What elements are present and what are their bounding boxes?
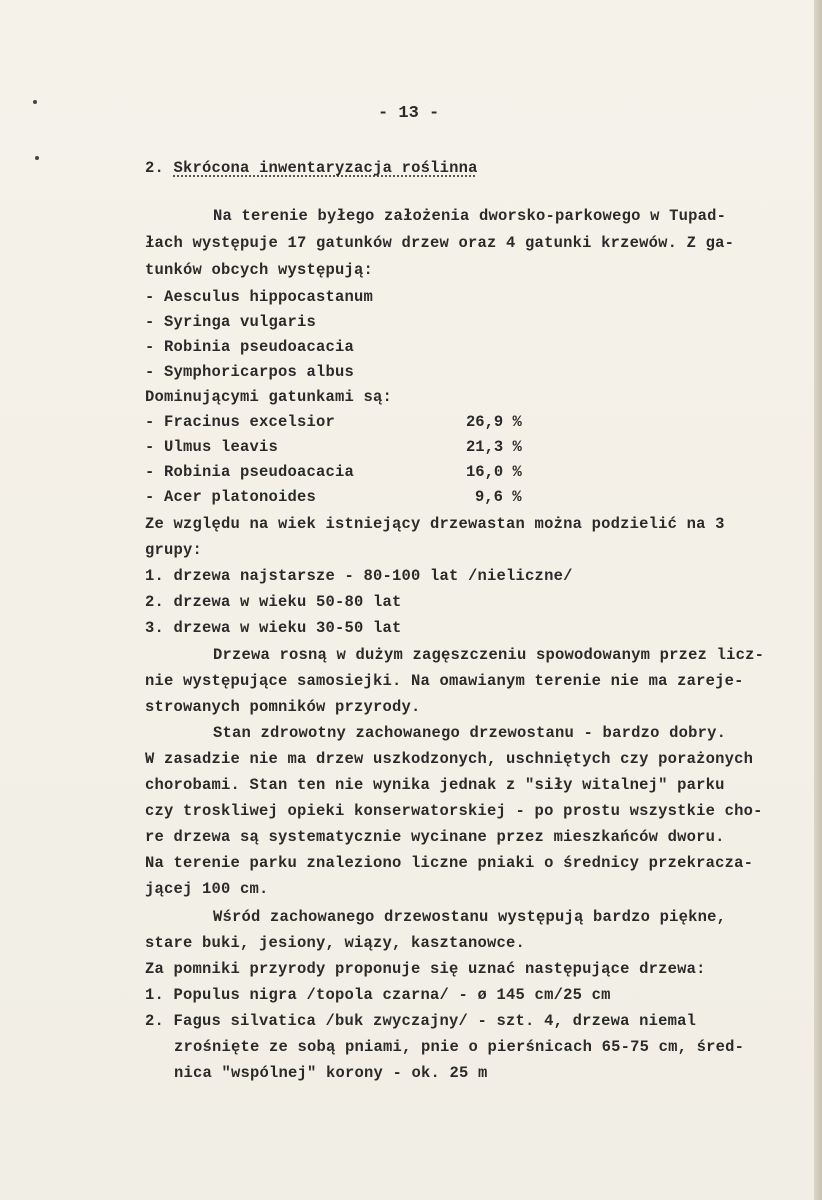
body-line: re drzewa są systematycznie wycinane przez mieszkańców dworu. bbox=[145, 828, 725, 846]
monument-tree-item: 1. Populus nigra /topola czarna/ - ø 145 cm/25 cm bbox=[145, 986, 611, 1004]
page-number: - 13 - bbox=[378, 104, 440, 123]
dominant-species-name: - Ulmus leavis bbox=[145, 438, 279, 456]
foreign-species-item: - Aesculus hippocastanum bbox=[145, 288, 374, 306]
body-line: Za pomniki przyrody proponuje się uznać następujące drzewa: bbox=[145, 960, 706, 978]
dominant-species-share: 9,6 % bbox=[475, 488, 522, 506]
monument-tree-item-cont: nica "wspólnej" korony - ok. 25 m bbox=[174, 1064, 488, 1082]
dominant-species-share: 21,3 % bbox=[466, 438, 522, 456]
foreign-species-item: - Robinia pseudoacacia bbox=[145, 338, 355, 356]
body-line: stare buki, jesiony, wiązy, kasztanowce. bbox=[145, 934, 526, 952]
dominant-species-name: - Fracinus excelsior bbox=[145, 413, 336, 431]
age-group-item: 1. drzewa najstarsze - 80-100 lat /nieliczne/ bbox=[145, 567, 573, 585]
foreign-species-item: - Symphoricarpos albus bbox=[145, 363, 355, 381]
dominant-species-name: - Robinia pseudoacacia bbox=[145, 463, 355, 481]
body-line: Stan zdrowotny zachowanego drzewostanu - bardzo dobry. bbox=[213, 724, 727, 742]
body-line: Wśród zachowanego drzewostanu występują bardzo piękne, bbox=[213, 908, 727, 926]
age-intro-line: Ze względu na wiek istniejący drzewastan można podzielić na 3 bbox=[145, 515, 725, 533]
foreign-species-item: - Syringa vulgaris bbox=[145, 313, 317, 331]
dominant-species-share: 16,0 % bbox=[466, 463, 522, 481]
scan-dot bbox=[35, 156, 39, 160]
dominant-species-name: - Acer platonoides bbox=[145, 488, 317, 506]
body-line: chorobami. Stan ten nie wynika jednak z "siły witalnej" parku bbox=[145, 776, 725, 794]
intro-line: tunków obcych występują: bbox=[145, 261, 374, 279]
scan-dot bbox=[33, 100, 37, 104]
body-line: czy troskliwej opieki konserwatorskiej - po prostu wszystkie cho- bbox=[145, 802, 763, 820]
body-line: Drzewa rosną w dużym zagęszczeniu spowodowanym przez licz- bbox=[213, 646, 765, 664]
body-line: W zasadzie nie ma drzew uszkodzonych, uschniętych czy porażonych bbox=[145, 750, 754, 768]
monument-tree-item: 2. Fagus silvatica /buk zwyczajny/ - szt. 4, drzewa niemal bbox=[145, 1012, 697, 1030]
intro-line: łach występuje 17 gatunków drzew oraz 4 gatunki krzewów. Z ga- bbox=[145, 234, 735, 252]
dominant-species-share: 26,9 % bbox=[466, 413, 522, 431]
age-intro-line: grupy: bbox=[145, 541, 203, 559]
age-group-item: 2. drzewa w wieku 50-80 lat bbox=[145, 593, 402, 611]
age-group-item: 3. drzewa w wieku 30-50 lat bbox=[145, 619, 402, 637]
section-number: 2. bbox=[145, 159, 165, 177]
section-heading bbox=[145, 158, 478, 178]
section-title: Skrócona inwentaryzacja roślinna bbox=[173, 159, 478, 177]
body-line: Na terenie parku znaleziono liczne pniaki o średnicy przekracza- bbox=[145, 854, 754, 872]
monument-tree-item-cont: zrośnięte ze sobą pniami, pnie o pierśnicach 65-75 cm, śred- bbox=[174, 1038, 745, 1056]
intro-line: Na terenie byłego założenia dworsko-parkowego w Tupad- bbox=[213, 207, 727, 225]
page-edge bbox=[814, 0, 822, 1200]
dominant-label: Dominującymi gatunkami są: bbox=[145, 388, 393, 406]
body-line: nie występujące samosiejki. Na omawianym terenie nie ma zareje- bbox=[145, 672, 744, 690]
body-line: strowanych pomników przyrody. bbox=[145, 698, 421, 716]
body-line: jącej 100 cm. bbox=[145, 880, 269, 898]
